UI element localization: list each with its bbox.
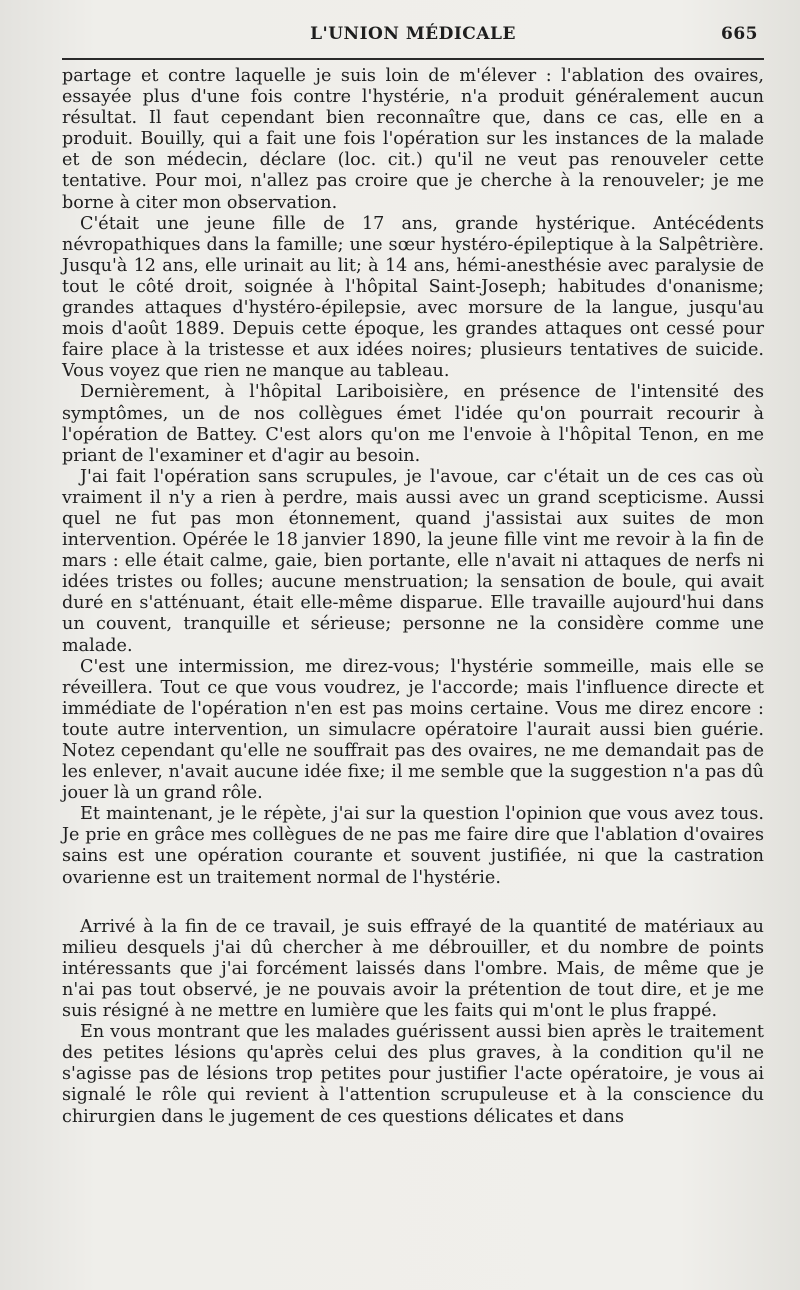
paragraph: Arrivé à la fin de ce travail, je suis effrayé de la quantité de matériaux au milieu desquels j'ai dû chercher à me débrouiller, et du nombre de points intéressants que j'ai forcément laissés dans l'ombre. Mais, de même que je n'ai pas tout observé, je ne pouvais avoir la prétention de tout dire, et je me suis résigné à ne mettre en lumière que les faits qui m'ont le plus frappé.: [62, 916, 764, 1022]
paragraph: Dernièrement, à l'hôpital Lariboisière, en présence de l'intensité des symptômes, un de nos collègues émet l'idée qu'on pourrait recourir à l'opération de Battey. C'est alors qu'on me l'envoie à l'hôpital Tenon, en me priant de l'examiner et d'agir au besoin.: [62, 382, 764, 466]
journal-title: L'UNION MÉDICALE: [310, 24, 516, 44]
paragraph: C'est une intermission, me direz-vous; l'hystérie sommeille, mais elle se réveillera. Tout ce que vous voudrez, je l'accorde; mais l'influence directe et immédiate de l'opération n'en est pas moins certaine. Vous me direz encore : toute autre intervention, un simulacre opératoire l'aurait aussi bien guérie. Notez cependant qu'elle ne souffrait pas des ovaires, ne me demandait pas de les enlever, n'avait aucune idée fixe; il me semble que la suggestion n'a pas dû jouer là un grand rôle.: [62, 656, 764, 804]
header-rule: [62, 58, 764, 60]
paragraph: partage et contre laquelle je suis loin de m'élever : l'ablation des ovaires, essayée plus d'une fois contre l'hystérie, n'a produit généralement aucun résultat. Il faut cependant bien reconnaître que, dans ce cas, elle en a produit. Bouilly, qui a fait une fois l'opération sur les instances de la malade et de son médecin, déclare (loc. cit.) qu'il ne veut pas renouveler cette tentative. Pour moi, n'allez pas croire que je cherche à la renouveler; je me borne à citer mon observation.: [62, 66, 764, 213]
paragraph: En vous montrant que les malades guérissent aussi bien après le traitement des petites lésions qu'après celui des plus graves, à la condition qu'il ne s'agisse pas de lésions trop petites pour justifier l'acte opératoire, je vous ai signalé le rôle qui revient à l'attention scrupuleuse et à la conscience du chirurgien dans le jugement de ces questions délicates et dans: [62, 1022, 764, 1127]
paragraph: C'était une jeune fille de 17 ans, grande hystérique. Antécédents névropathiques dans la famille; une sœur hystéro-épileptique à la Salpêtrière. Jusqu'à 12 ans, elle urinait au lit; à 14 ans, hémi-anesthésie avec paralysie de tout le côté droit, soignée à l'hôpital Saint-Joseph; habitudes d'onanisme; grandes attaques d'hystéro-épilepsie, avec morsure de la langue, jusqu'au mois d'août 1889. Depuis cette époque, les grandes attaques ont cessé pour faire place à la tristesse et aux idées noires; plusieurs tentatives de suicide. Vous voyez que rien ne manque au tableau.: [62, 213, 764, 382]
running-head: [62, 24, 764, 50]
paragraph: J'ai fait l'opération sans scrupules, je l'avoue, car c'était un de ces cas où vraiment il n'y a rien à perdre, mais aussi avec un grand scepticisme. Aussi quel ne fut pas mon étonnement, quand j'assistai aux suites de mon intervention. Opérée le 18 janvier 1890, la jeune fille vint me revoir à la fin de mars : elle était calme, gaie, bien portante, elle n'avait ni attaques de nerfs ni idées tristes ou folles; aucune menstruation; la sensation de boule, qui avait duré en s'atténuant, était elle-même disparue. Elle travaille aujourd'hui dans un couvent, tranquille et sérieuse; personne ne la considère comme une malade.: [62, 466, 764, 656]
page-number: 665: [721, 24, 758, 44]
paragraph: Et maintenant, je le répète, j'ai sur la question l'opinion que vous avez tous. Je prie en grâce mes collègues de ne pas me faire dire que l'ablation d'ovaires sains est une opération courante et souvent justifiée, ni que la castration ovarienne est un traitement normal de l'hystérie.: [62, 804, 764, 888]
body-text: [62, 66, 764, 1128]
